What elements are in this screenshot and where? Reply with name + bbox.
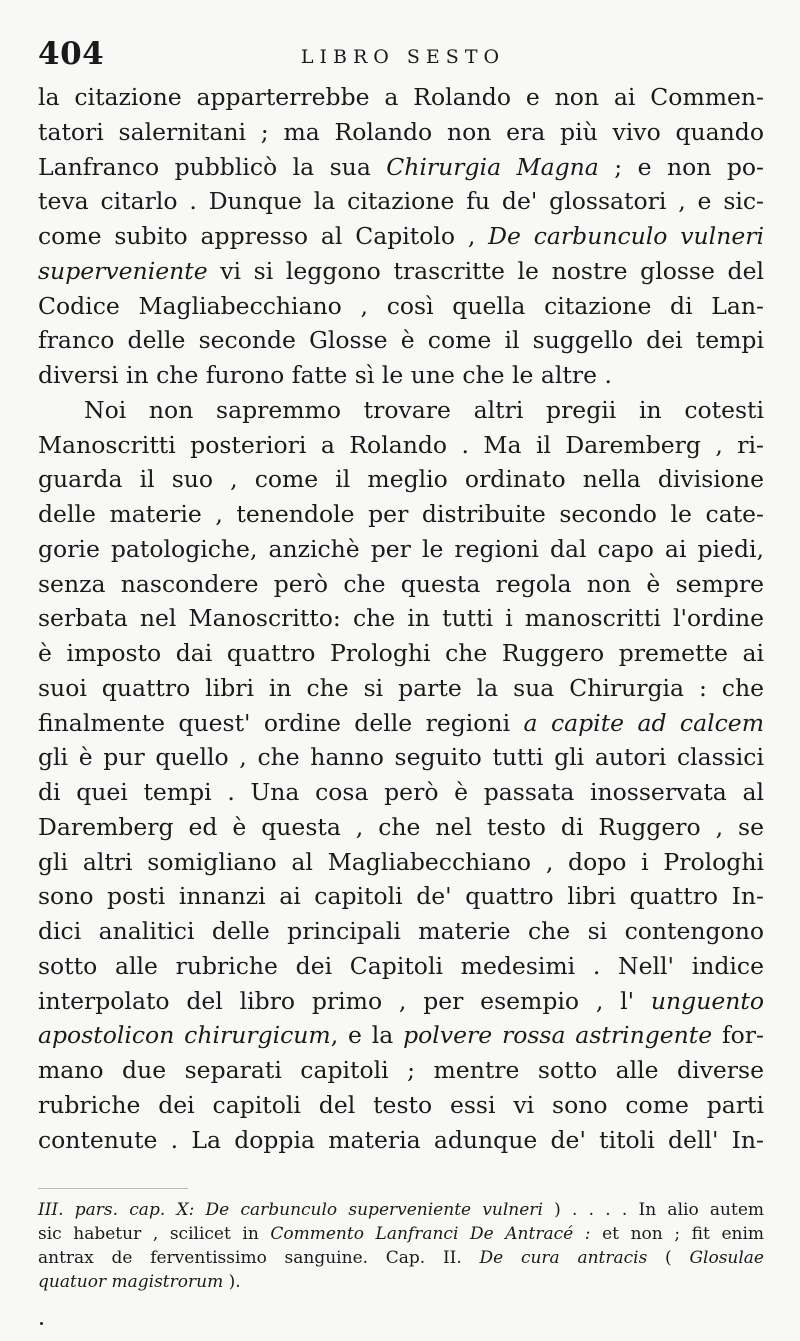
text-line: gli altri somigliano al Magliabecchiano , dopo i Prologhi (38, 847, 764, 876)
italic-text: unguento (650, 986, 764, 1015)
text-span: et non ; fit enim (590, 1224, 765, 1244)
italic-text: Commento Lanfranci De Antracé : (270, 1224, 591, 1244)
page-header (38, 36, 768, 76)
footnote-line (38, 1270, 764, 1294)
text-line: mano due separati capitoli ; mentre sotto alle diverse (38, 1056, 764, 1084)
footnote-line (38, 1222, 764, 1246)
text-line: tatori salernitani ; ma Rolando non era più vivo quando (38, 117, 764, 146)
footnote-rule (38, 1188, 188, 1189)
italic-text: polvere rossa astringente (403, 1021, 713, 1050)
italic-text: III. pars. cap. X: De carbunculo superveniente vulneri (38, 1200, 543, 1220)
text-line: senza nascondere però che questa regola non è sempre (38, 569, 764, 598)
margin-mark (40, 1322, 43, 1325)
italic-text: quatuor magistrorum (38, 1272, 224, 1292)
text-span: ; e non po- (598, 152, 764, 181)
text-line: guarda il suo , come il meglio ordinato nella divisione (38, 465, 764, 494)
text-line: sono posti innanzi ai capitoli de' quattro libri quattro In- (38, 882, 764, 911)
text-line: contenute . La doppia materia adunque de' titoli dell' In- (38, 1125, 764, 1154)
text-line: di quei tempi . Una cosa però è passata inosservata al (38, 778, 764, 806)
text-line (38, 984, 764, 1019)
text-line: gorie patologiche, anzichè per le regioni dal capo ai piedi, (38, 534, 764, 563)
text-line: teva citarlo . Dunque la citazione fu de' glossatori , e sic- (38, 187, 764, 216)
text-line: Daremberg ed è questa , che nel testo di Ruggero , se (38, 812, 764, 841)
page-number: 404 (38, 36, 105, 72)
text-line (38, 219, 764, 254)
italic-text: apostolicon chirurgicum (38, 1021, 331, 1050)
footnote-line (38, 1246, 764, 1270)
text-span: come subito appresso al Capitolo , (38, 222, 489, 250)
text-line: dici analitici delle principali materie che si contengono (38, 917, 764, 945)
text-span: for- (712, 1021, 764, 1050)
text-line: la citazione apparterrebbe a Rolando e non ai Commen- (38, 83, 764, 111)
text-line: è imposto dai quattro Prologhi che Ruggero premette ai (38, 639, 764, 667)
text-line: delle materie , tenendole per distribuite secondo le cate- (38, 500, 764, 528)
text-line: Codice Magliabecchiano , così quella citazione di Lan- (38, 291, 764, 320)
text-span: ( (647, 1248, 690, 1268)
text-span: finalmente quest' ordine delle regioni (38, 708, 524, 737)
text-span: interpolato del libro primo , per esempio , l' (38, 986, 651, 1015)
text-span: , e la (330, 1021, 404, 1050)
body-text (38, 80, 764, 1157)
text-line (38, 150, 764, 185)
text-line: Noi non sapremmo trovare altri pregii in cotesti (84, 395, 764, 424)
text-line (38, 1018, 764, 1053)
text-line: suoi quattro libri in che si parte la sua Chirurgia : che (38, 673, 764, 702)
text-span: sic habetur , scilicet in (38, 1224, 271, 1244)
text-line: rubriche dei capitoli del testo essi vi sono come parti (38, 1090, 764, 1119)
italic-text: De cura antracis (479, 1248, 648, 1268)
text-line: sotto alle rubriche dei Capitoli medesimi . Nell' indice (38, 951, 764, 980)
text-span: ). (223, 1272, 241, 1292)
running-head: LIBRO SESTO (300, 46, 506, 68)
text-span: vi si leggono trascritte le nostre glosse del (207, 256, 764, 285)
italic-text: a capite ad calcem (523, 708, 764, 737)
text-line: diversi in che furono fatte sì le une che le altre . (38, 361, 612, 389)
paragraph-2 (38, 393, 764, 1158)
paragraph-1 (38, 80, 764, 393)
text-line: serbata nel Manoscritto: che in tutti i manoscritti l'ordine (38, 604, 764, 633)
text-line (38, 254, 764, 289)
text-line (38, 706, 764, 741)
italic-text: superveniente (38, 256, 208, 285)
text-line: Manoscritti posteriori a Rolando . Ma il Daremberg , ri- (38, 430, 764, 459)
italic-text: De carbunculo vulneri (488, 222, 764, 250)
text-span: ) . . . . In alio autem (542, 1200, 765, 1220)
text-line: gli è pur quello , che hanno seguito tutti gli autori classici (38, 743, 764, 772)
text-span: antrax de ferventissimo sanguine. Cap. II. (38, 1248, 480, 1268)
text-span: Lanfranco pubblicò la sua (38, 152, 387, 181)
footnote-line (38, 1198, 764, 1222)
footnote (38, 1198, 764, 1294)
italic-text: Chirurgia Magna (386, 152, 599, 181)
italic-text: Glosulae (689, 1248, 764, 1268)
text-line: franco delle seconde Glosse è come il suggello dei tempi (38, 326, 764, 355)
